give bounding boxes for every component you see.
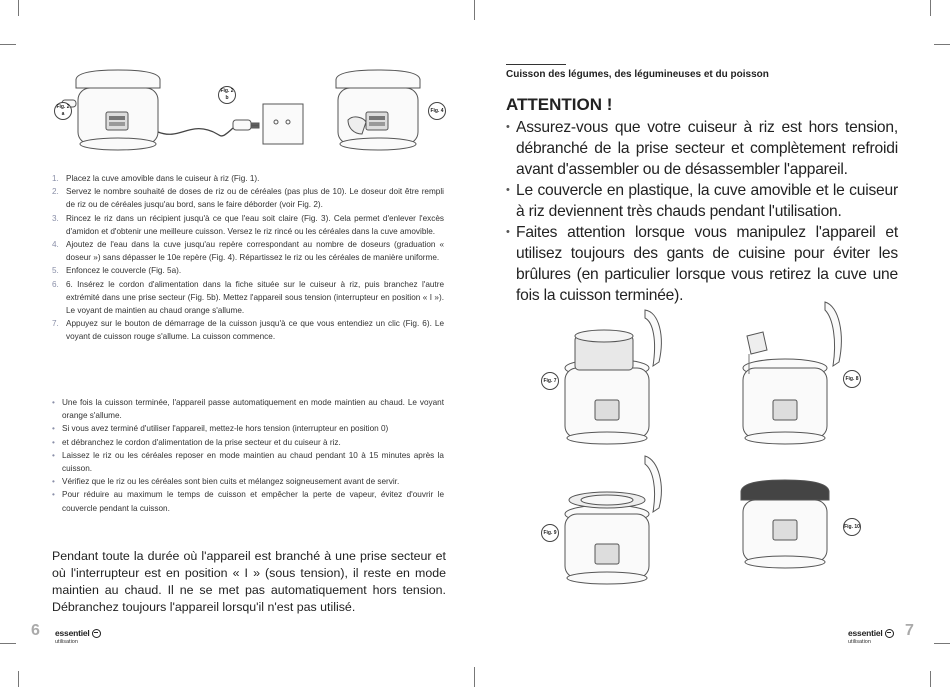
- rice-cooker-illustrations: [48, 62, 448, 167]
- fig-2a-label: Fig. 2 a: [54, 102, 72, 120]
- step-number: 7.: [52, 319, 59, 329]
- step-number: 6.: [52, 279, 59, 289]
- page-number: 7: [905, 622, 914, 639]
- step-number: 2.: [52, 187, 59, 197]
- bullet-item: • et débranchez le cordon d'alimentation de la prise secteur et du cuiseur à riz.: [52, 436, 444, 449]
- brand-name: essentiel: [55, 628, 101, 638]
- fig-7-label: Fig. 7: [541, 372, 559, 390]
- bullet-item: • Si vous avez terminé d'utiliser l'appareil, mettez-le hors tension (interrupteur en position 0): [52, 422, 444, 435]
- attention-title: ATTENTION !: [506, 95, 613, 114]
- step-item: [52, 278, 444, 318]
- brand-subtitle: utilisation: [55, 639, 78, 645]
- step-item: [52, 238, 444, 264]
- step-item: [52, 172, 444, 185]
- brand-logo-icon: [92, 629, 101, 638]
- warning-item: • Faites attention lorsque vous manipulez l'appareil et utilisez toujours des gants de cuisine pour éviter les brûlures (en particulier lorsque vous retirez la cuve une fois la cuisson terminée).: [506, 222, 898, 306]
- page-number: 6: [31, 622, 40, 639]
- step-item: [52, 264, 444, 277]
- step-text: Placez la cuve amovible dans le cuiseur à riz (Fig. 1).: [66, 174, 260, 183]
- warning-item: • Le couvercle en plastique, la cuve amovible et le cuiseur à riz deviennent très chauds pendant l'utilisation.: [506, 180, 898, 222]
- step-text: 6. Insérez le cordon d'alimentation dans la fiche située sur le cuiseur à riz, puis branchez l'autre extrémité dans une prise secteur (Fig. 5b). Mettez l'appareil sous tension (interrupteur en position « I »). Le voyant de maintien au chaud orange s'allume.: [66, 279, 444, 316]
- brand-block: [55, 628, 101, 645]
- step-number: 4.: [52, 240, 59, 250]
- step-text: Ajoutez de l'eau dans la cuve jusqu'au repère correspondant au nombre de doseurs (graduation « doseur ») sans dépasser le 10e repère (Fig. 4). Répartissez le riz ou les céréales de manière uniforme.: [66, 240, 444, 263]
- step-number: 5.: [52, 266, 59, 276]
- step-text: Enfoncez le couvercle (Fig. 5a).: [66, 266, 182, 276]
- right-page: [475, 0, 950, 687]
- brand-block: [848, 628, 894, 645]
- rice-cooker-figures-7-10: [535, 296, 875, 596]
- step-item: [52, 317, 444, 343]
- brand-name: essentiel: [848, 628, 894, 638]
- power-note-paragraph: Pendant toute la durée où l'appareil est branché à une prise secteur et où l'interrupteur est en position « I » (sous tension), il reste en mode maintien au chaud. Il ne se met pas automatiquement hors tension. Débranchez toujours l'appareil lorsqu'il n'est pas utilisé.: [52, 549, 446, 614]
- step-number: 1.: [52, 174, 59, 183]
- fig-4-label: Fig. 4: [428, 102, 446, 120]
- fig-9-label: Fig. 9: [541, 524, 559, 542]
- fig-2b-label: Fig. 2 b: [218, 86, 236, 104]
- step-item: [52, 212, 444, 238]
- step-text: Servez le nombre souhaité de doses de riz ou de céréales (pas plus de 10). Le doseur doit être rempli de riz ou de céréales jusqu'au bord, sans le faire déborder (voir Fig. 2).: [66, 187, 444, 210]
- bullet-notes: [52, 396, 444, 515]
- instruction-steps: [52, 172, 444, 344]
- step-number: 3.: [52, 213, 59, 223]
- fig-10-label: Fig. 10: [843, 518, 861, 536]
- brand-logo-icon: [885, 629, 894, 638]
- brand-subtitle: utilisation: [848, 639, 871, 645]
- bullet-item: • Vérifiez que le riz ou les céréales sont bien cuits et mélangez soigneusement avant de servir.: [52, 475, 444, 488]
- warning-item: • Assurez-vous que votre cuiseur à riz est hors tension, débranché de la prise secteur et complètement refroidi avant d'assembler ou de désassembler l'appareil.: [506, 117, 898, 180]
- bullet-item: • Laissez le riz ou les céréales reposer en mode maintien au chaud pendant 10 à 15 minutes après la cuisson.: [52, 449, 444, 475]
- step-text: Appuyez sur le bouton de démarrage de la cuisson jusqu'à ce que vous entendiez un clic (Fig. 6). Le voyant de cuisson rouge s'allume. La cuisson commence.: [66, 319, 444, 342]
- fig-8-label: Fig. 8: [843, 370, 861, 388]
- step-text: Rincez le riz dans un récipient jusqu'à ce que l'eau soit claire (Fig. 3). Cela permet d'enlever l'excès d'amidon et d'obtenir une meilleure cuisson. Versez le riz rincé ou les céréales dans la cuve amovible.: [66, 213, 444, 236]
- section-heading: Cuisson des légumes, des légumineuses et du poisson: [506, 69, 769, 80]
- bullet-item: • Une fois la cuisson terminée, l'appareil passe automatiquement en mode maintien au chaud. Le voyant orange s'allume.: [52, 396, 444, 422]
- heading-rule: [506, 64, 566, 65]
- figure-row-top: [48, 62, 448, 167]
- step-item: [52, 185, 444, 211]
- bullet-item: • Pour réduire au maximum le temps de cuisson et empêcher la perte de vapeur, évitez d'ouvrir le couvercle pendant la cuisson.: [52, 488, 444, 514]
- warning-list: [506, 117, 898, 306]
